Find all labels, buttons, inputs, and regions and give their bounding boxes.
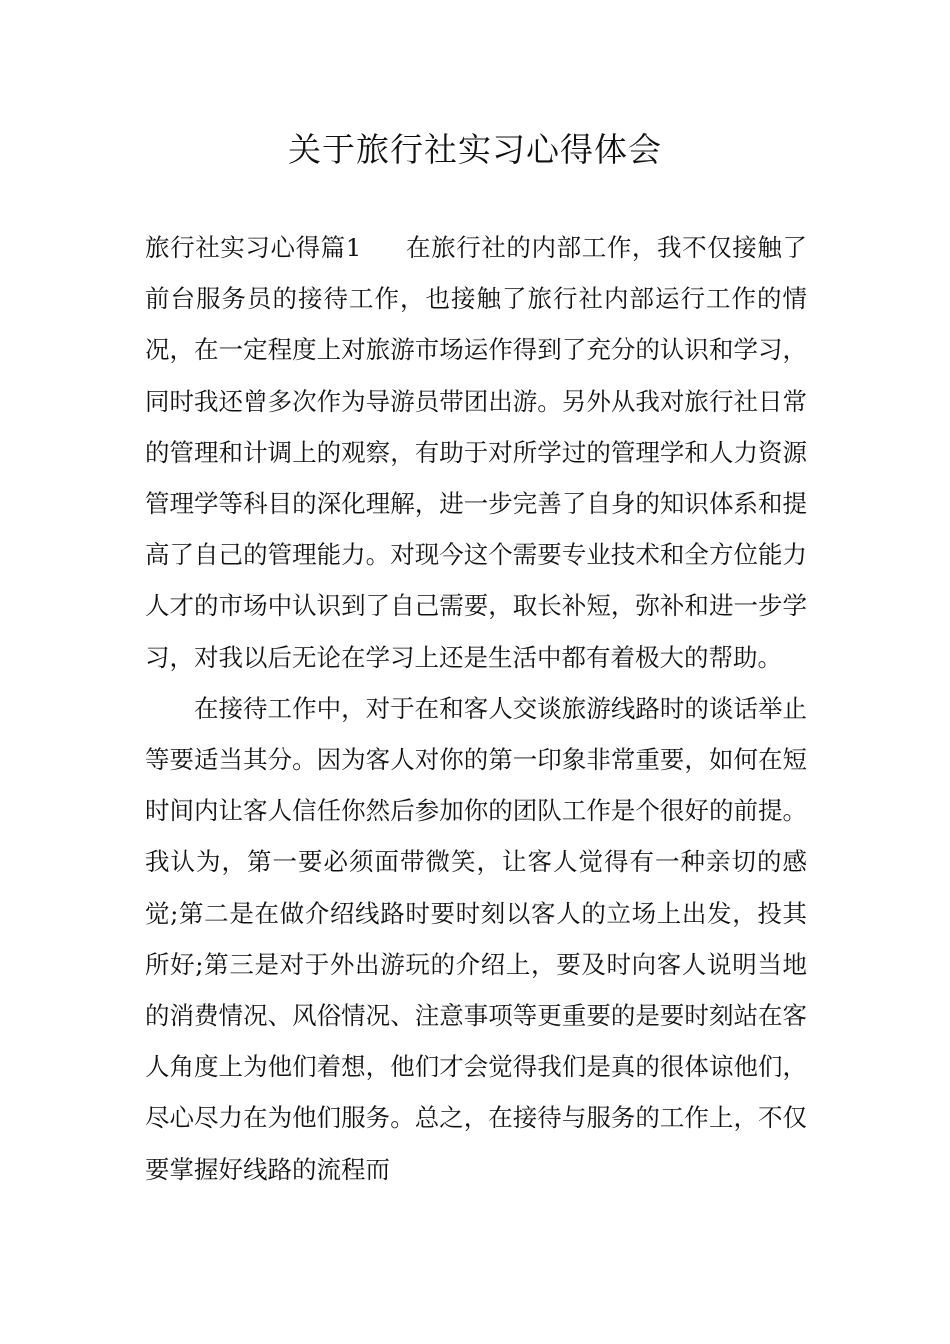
- section-label: 旅行社实习心得篇1: [145, 233, 362, 262]
- paragraph-1: [145, 222, 807, 683]
- paragraph-1-text: 在旅行社的内部工作，我不仅接触了前台服务员的接待工作，也接触了旅行社内部运行工作的情况，在一定程度上对旅游市场运作得到了充分的认识和学习，同时我还曾多次作为导游员带团出游。另外从我对旅行社日常的管理和计调上的观察，有助于对所学过的管理学和人力资源管理学等科目的深化理解，进一步完善了自身的知识体系和提高了自己的管理能力。对现今这个需要专业技术和全方位能力人才的市场中认识到了自己需要，取长补短，弥补和进一步学习，对我以后无论在学习上还是生活中都有着极大的帮助。: [145, 233, 807, 672]
- paragraph-2: 在接待工作中，对于在和客人交谈旅游线路时的谈话举止等要适当其分。因为客人对你的第一印象非常重要，如何在短时间内让客人信任你然后参加你的团队工作是个很好的前提。我认为，第一要必须面带微笑，让客人觉得有一种亲切的感觉;第二是在做介绍线路时要时刻以客人的立场上出发，投其所好;第三是对于外出游玩的介绍上，要及时向客人说明当地的消费情况、风俗情况、注意事项等更重要的是要时刻站在客人角度上为他们着想，他们才会觉得我们是真的很体谅他们，尽心尽力在为他们服务。总之，在接待与服务的工作上，不仅要掌握好线路的流程而: [145, 693, 807, 1184]
- document-title: 关于旅行社实习心得体会: [288, 130, 662, 169]
- document-body: [145, 222, 807, 1195]
